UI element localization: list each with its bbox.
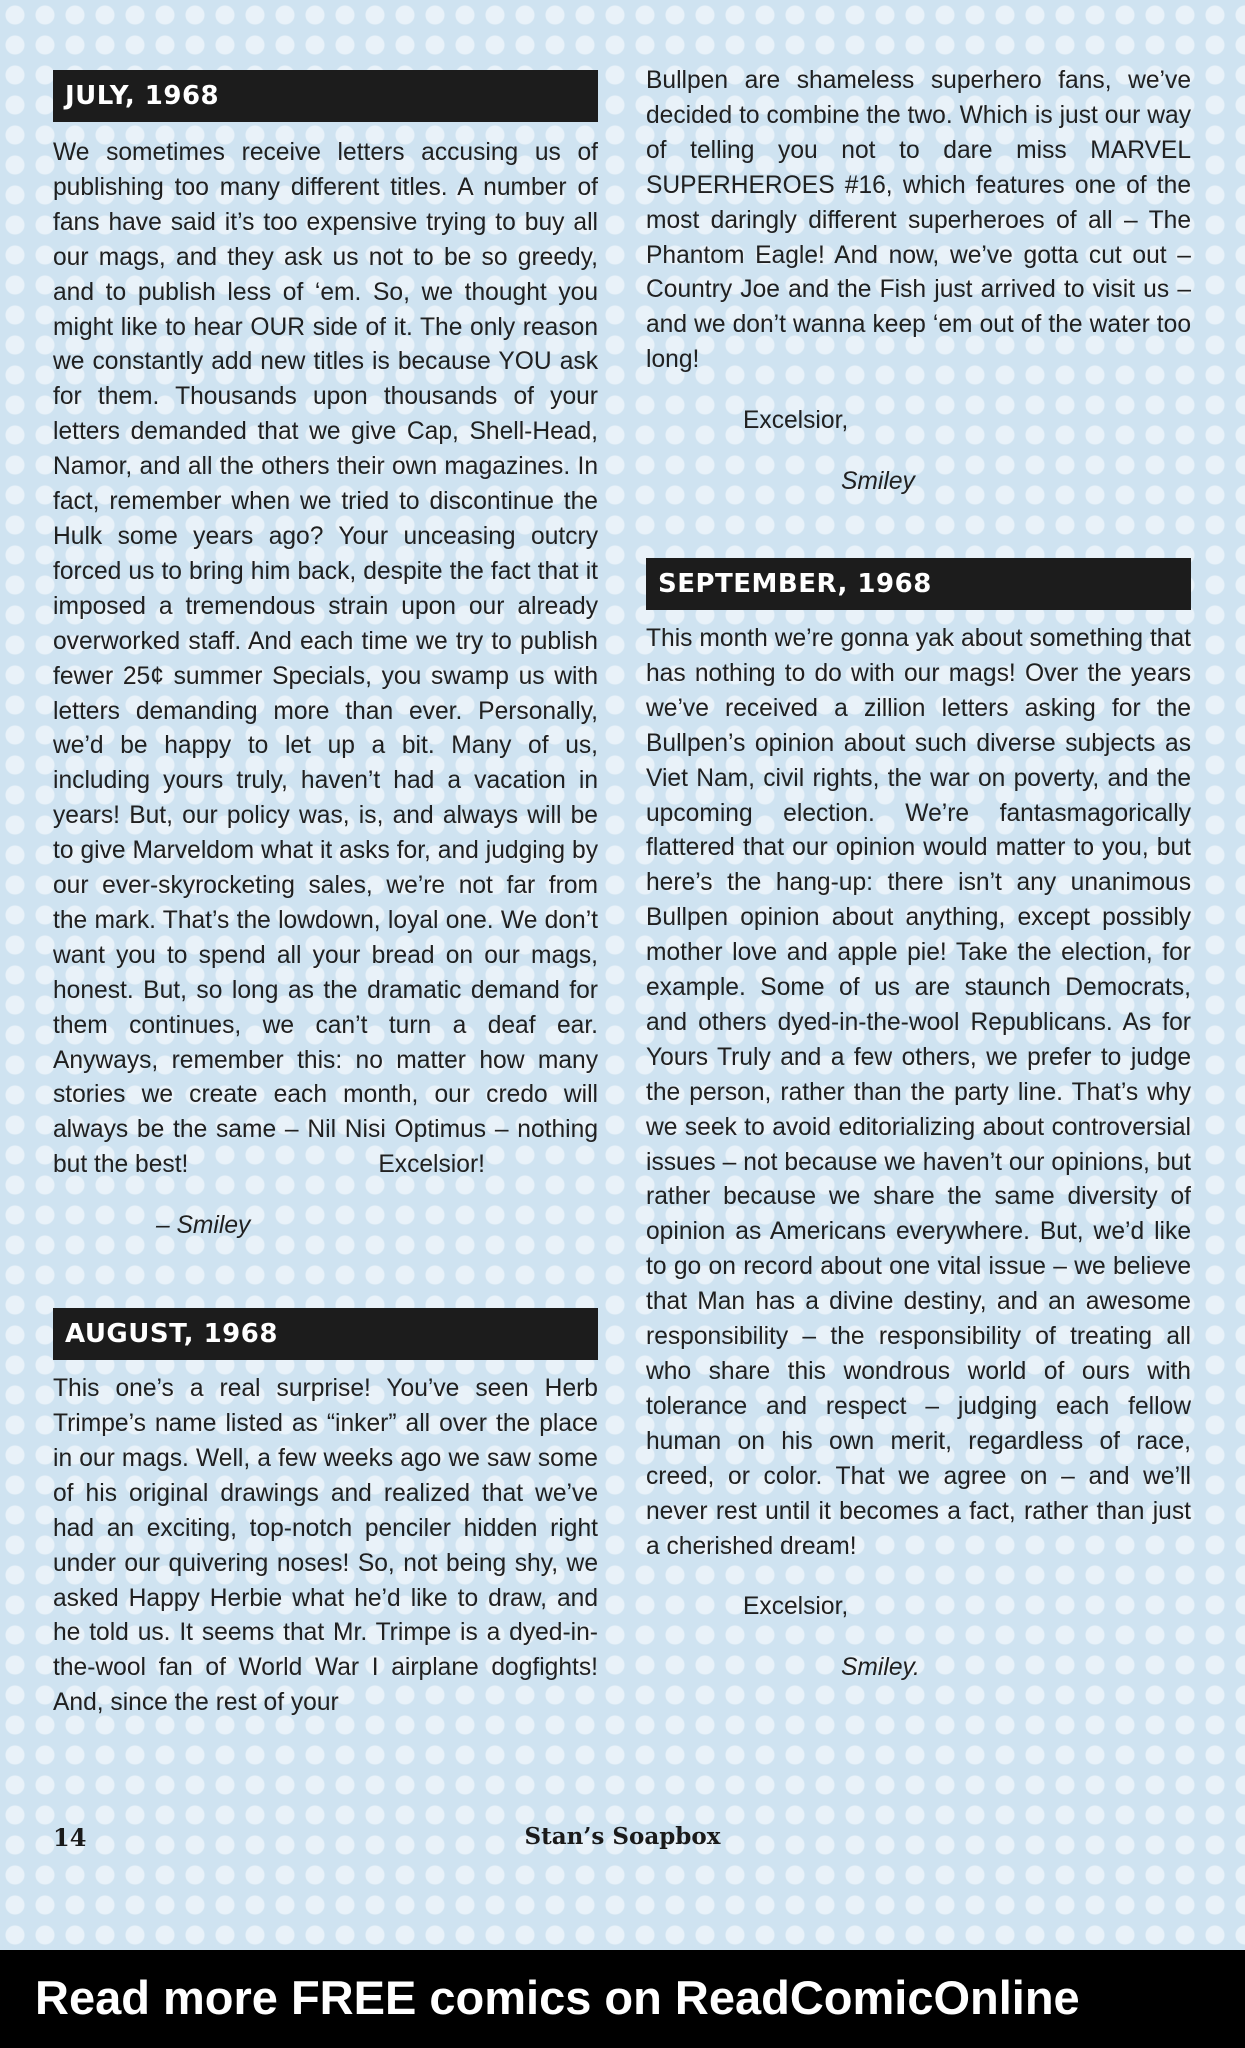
left-column (53, 70, 598, 1721)
july-1968-body-text: We sometimes receive letters accusing us of publishing too many different titles. A number of fans have said it’s too expensive trying to buy all our mags, and they ask us not to be so greedy, and to publish less of ‘em. So, we thought you might like to hear OUR side of it. The only reason we constantly add new titles is because YOU ask for them. Thousands upon thousands of your letters demanded that we give Cap, Shell-Head, Namor, and all the others their own magazines. In fact, remember when we tried to discontinue the Hulk some years ago? Your unceasing outcry forced us to bring him back, despite the fact that it imposed a tremendous strain upon our already overworked staff. And each time we try to publish fewer 25¢ summer Specials, you swamp us with letters demanding more than ever. Personally, we’d be happy to let up a bit. Many of us, including yours truly, haven’t had a vacation in years! But, our policy was, is, and always will be to give Marveldom what it asks for, and judging by our ever-skyrocketing sales, we’re not far from the mark. That’s the lowdown, loyal one. We don’t want you to spend all your bread on our mags, honest. But, so long as the dramatic demand for them continues, we can’t turn a deaf ear. Anyways, remember this: no matter how many stories we create each month, our credo will always be the same – Nil Nisi Optimus – nothing but the best! (53, 139, 598, 1179)
september-1968-closing: Excelsior, (743, 1593, 849, 1621)
september-1968-body: This month we’re gonna yak about something that has nothing to do with our mags! Over the years we’ve received a zillion letters asking for the Bullpen’s opinion about such diverse subjects as Viet Nam, civil rights, the war on poverty, and the upcoming election. We’re fantasmagorically flattered that our opinion would matter to you, but here’s the hang-up: there isn’t any unanimous Bullpen opinion about anything, except possibly mother love and apple pie! Take the election, for example. Some of us are staunch Democrats, and others dyed-in-the-wool Republicans. As for Yours Truly and a few others, we prefer to judge the person, rather than the party line. That’s why we seek to avoid editorializing about controversial issues – not because we haven’t our opinions, but rather because we share the same diversity of opinion as Americans everywhere. But, we’d like to go on record about one vital issue – we believe that Man has a divine destiny, and an awesome responsibility – the responsibility of treating all who share this wondrous world of ours with tolerance and respect – judging each fellow human on his own merit, regardless of race, creed, or color. That we agree on – and we’ll never rest until it becomes a fact, rather than just a cherished dream! (646, 624, 1191, 1560)
july-1968-body (53, 136, 598, 1183)
august-1968-heading: AUGUST, 1968 (53, 1308, 598, 1360)
august-1968-body-part1: This one’s a real surprise! You’ve seen Herb Trimpe’s name listed as “inker” all over the place in our mags. Well, a few weeks ago we saw some of his original drawings and realized that we’ve had an exciting, top-notch penciler hidden right under our quivering noses! So, not being shy, we asked Happy Herbie what he’d like to draw, and he told us. It seems that Mr. Trimpe is a dyed-in-the-wool fan of World War I airplane dogfights! And, since the rest of your (53, 1375, 598, 1717)
september-1968-signature: Smiley. (841, 1654, 920, 1682)
promo-banner[interactable] (0, 1950, 1245, 2048)
promo-banner-text[interactable]: Read more FREE comics on ReadComicOnline (35, 1971, 1080, 2024)
august-1968-closing: Excelsior, (743, 407, 849, 435)
september-1968-heading: SEPTEMBER, 1968 (646, 558, 1191, 610)
right-column (646, 67, 1191, 1686)
page-number: 14 (53, 1823, 87, 1852)
august-1968-body-part2: Bullpen are shameless superhero fans, we’ve decided to combine the two. Which is just our way of telling you not to dare miss MARVEL SUPERHEROES #16, which features one of the most daringly different superheroes of all – The Phantom Eagle! And now, we’ve gotta cut out – Country Joe and the Fish just arrived to visit us – and we don’t wanna keep ‘em out of the water too long! (646, 67, 1191, 374)
july-1968-closing: Excelsior! (378, 1151, 485, 1179)
august-1968-signature: Smiley (841, 468, 915, 496)
july-1968-heading: JULY, 1968 (53, 70, 598, 122)
footer-title: Stan’s Soapbox (524, 1823, 721, 1850)
july-1968-signature: – Smiley (156, 1212, 251, 1240)
